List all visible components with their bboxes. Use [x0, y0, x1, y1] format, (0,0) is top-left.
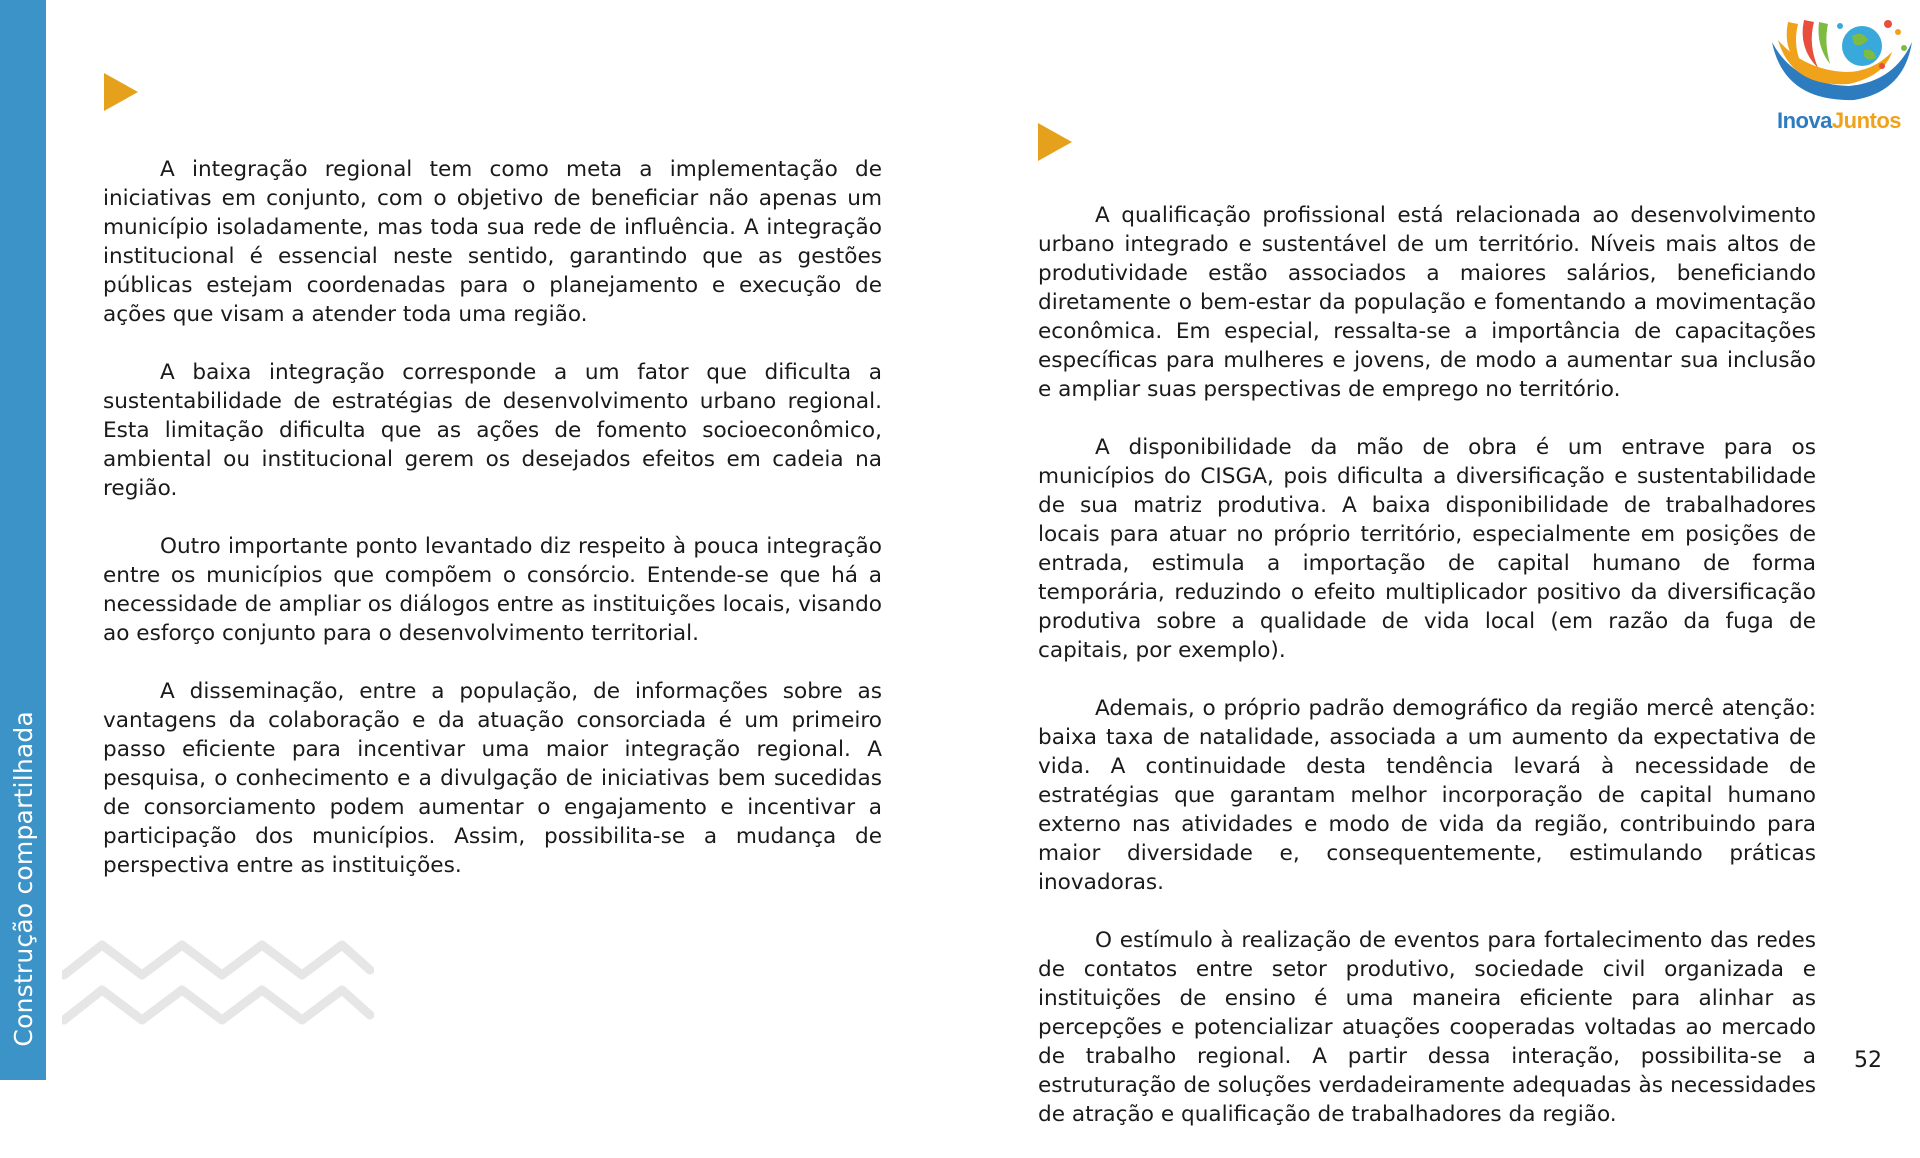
sidebar: [0, 0, 46, 1080]
inovajuntos-logo: [1764, 12, 1914, 137]
paragraph: Outro importante ponto levantado diz respeito à pouca integração entre os municípios que compõem o consórcio. Entende-se que há a necessidade de ampliar os diálogos entre as instituições locais, visando ao esforço conjunto para o desenvolvimento territorial.: [103, 534, 882, 646]
paragraph: Ademais, o próprio padrão demográfico da região mercê atenção: baixa taxa de natalidade, associada a um aumento da expectativa de vida. A continuidade desta tendência levará à necessidade de estratégias que garantam melhor incorporação de capital humano externo nas atividades e modo de vida da região, contribuindo para maior diversidade e, consequentemente, estimulando práticas inovadoras.: [1038, 696, 1816, 895]
play-arrow-icon: [1038, 123, 1072, 161]
logo-wordmark: [1764, 108, 1914, 134]
play-arrow-icon: [104, 73, 138, 111]
logo-word-juntos: Juntos: [1831, 108, 1902, 133]
logo-mark-icon: [1764, 12, 1914, 112]
logo-word-inova: Inova: [1776, 108, 1832, 133]
right-text-column: [1038, 201, 1816, 1158]
left-text-column: [103, 155, 882, 909]
page-number: 52: [1854, 1048, 1882, 1073]
paragraph: O estímulo à realização de eventos para fortalecimento das redes de contatos entre setor produtivo, sociedade civil organizada e instituições de ensino é uma maneira eficiente para alinhar as percepções e potencializar atuações cooperadas voltadas ao mercado de trabalho regional. A partir dessa interação, possibilita-se a estruturação de soluções verdadeiramente adequadas às necessidades de atração e qualificação de trabalhadores da região.: [1038, 928, 1816, 1127]
paragraph: A qualificação profissional está relacionada ao desenvolvimento urbano integrado e sustentável de um território. Níveis mais altos de produtividade estão associados a maiores salários, beneficiando diretamente o bem-estar da população e fomentando a movimentação econômica. Em especial, ressalta-se a importância de capacitações específicas para mulheres e jovens, de modo a aumentar sua inclusão e ampliar suas perspectivas de emprego no território.: [1038, 203, 1816, 402]
paragraph: A baixa integração corresponde a um fator que dificulta a sustentabilidade de estratégias de desenvolvimento urbano regional. Esta limitação dificulta que as ações de fomento socioeconômico, ambiental ou institucional gerem os desejados efeitos em cadeia na região.: [103, 360, 882, 501]
sidebar-title: Construção compartilhada: [9, 711, 38, 1047]
paragraph: A integração regional tem como meta a implementação de iniciativas em conjunto, com o objetivo de beneficiar não apenas um município isoladamente, mas toda sua rede de influência. A integração institucional é essencial neste sentido, garantindo que as gestões públicas estejam coordenadas para o planejamento e execução de ações que visam a atender toda uma região.: [103, 157, 882, 327]
zigzag-decoration-icon: [62, 940, 374, 1030]
paragraph: A disponibilidade da mão de obra é um entrave para os municípios do CISGA, pois dificulta a diversificação e sustentabilidade de sua matriz produtiva. A baixa disponibilidade de trabalhadores locais para atuar no próprio território, especialmente em posições de entrada, estimula a importação de capital humano de forma temporária, reduzindo o efeito multiplicador positivo da diversificação produtiva sobre a qualidade de vida local (em razão da fuga de capitais, por exemplo).: [1038, 435, 1816, 663]
paragraph: A disseminação, entre a população, de informações sobre as vantagens da colaboração e da atuação consorciada é um primeiro passo eficiente para incentivar uma maior integração regional. A pesquisa, o conhecimento e a divulgação de iniciativas bem sucedidas de consorciamento podem aumentar o engajamento e incentivar a participação dos municípios. Assim, possibilita-se a mudança de perspectiva entre as instituições.: [103, 679, 882, 878]
